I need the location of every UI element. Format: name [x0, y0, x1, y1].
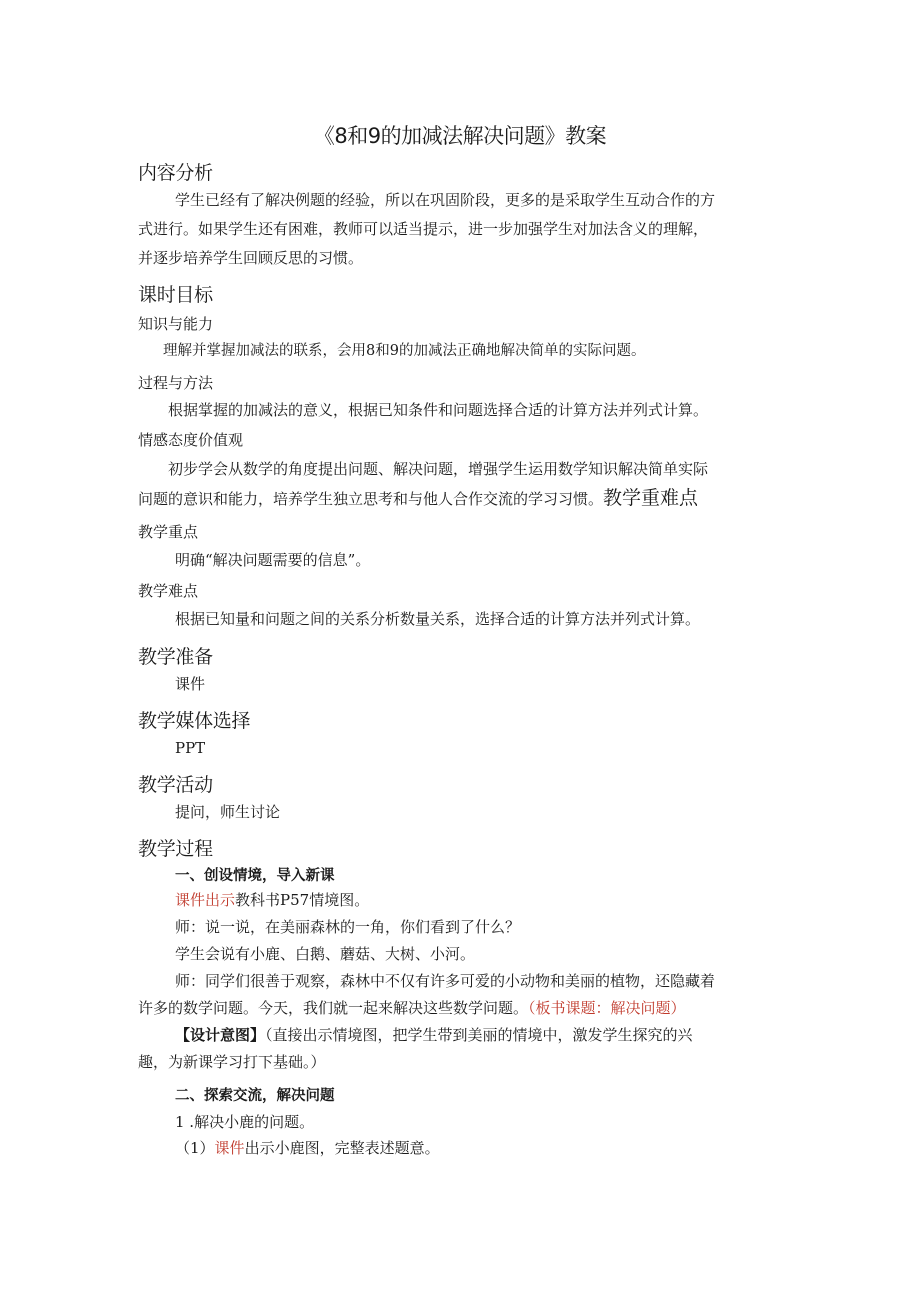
courseware-show-red: 课件出示 — [175, 891, 236, 909]
key-points-heading: 教学重难点 — [603, 487, 699, 509]
document-title: 《8和9的加减法解决问题》教案 — [313, 124, 607, 148]
process-method-text: 根据掌握的加减法的意义，根据已知条件和问题选择合适的计算方法并列式计算。 — [168, 401, 709, 419]
emotion-values-label: 情感态度价值观 — [138, 431, 244, 449]
content-analysis-line-2: 式进行。如果学生还有困难，教师可以适当提示，进一步加强学生对加法含义的理解， — [138, 220, 709, 238]
process-line-5 — [138, 994, 686, 1023]
process-line-3: 学生会说有小鹿、白鹅、蘑菇、大树、小河。 — [175, 945, 476, 963]
process-line-2: 师：说一说，在美丽森林的一角，你们看到了什么？ — [175, 918, 521, 936]
content-analysis-line-1: 学生已经有了解决例题的经验，所以在巩固阶段，更多的是采取学生互动合作的方 — [175, 191, 716, 209]
process-line-1 — [175, 886, 369, 915]
design-intent-line-1 — [175, 1021, 693, 1050]
process-line-4: 师：同学们很善于观察，森林中不仅有许多可爱的小动物和美丽的植物，还隐藏着 — [175, 972, 716, 990]
item-1: 1 .解决小鹿的问题。 — [175, 1113, 315, 1131]
media-text: PPT — [175, 739, 206, 757]
activity-text: 提问，师生讨论 — [175, 803, 281, 821]
content-analysis-heading: 内容分析 — [138, 162, 213, 184]
courseware-red: 课件 — [214, 1139, 245, 1157]
preparation-text: 课件 — [175, 675, 206, 693]
process-heading: 教学过程 — [138, 838, 213, 860]
item-1-1-prefix: （1） — [175, 1139, 215, 1157]
objectives-heading: 课时目标 — [138, 284, 213, 306]
preparation-heading: 教学准备 — [138, 646, 213, 668]
key-point-label: 教学重点 — [138, 523, 199, 541]
section-2-title: 二、探索交流，解决问题 — [175, 1088, 335, 1104]
item-1-1 — [175, 1134, 440, 1163]
design-intent-label: 【设计意图】 — [175, 1026, 266, 1044]
knowledge-ability-label: 知识与能力 — [138, 315, 214, 333]
emotion-values-line-2-text: 问题的意识和能力，培养学生独立思考和与他人合作交流的学习习惯。 — [138, 490, 604, 508]
process-line-5-text: 许多的数学问题。今天，我们就一起来解决这些数学问题。 — [138, 999, 529, 1017]
process-method-label: 过程与方法 — [138, 374, 214, 392]
emotion-values-line-2 — [138, 484, 698, 514]
content-analysis-line-3: 并逐步培养学生回顾反思的习惯。 — [138, 249, 364, 267]
key-point-text: 明确“解决问题需要的信息”。 — [175, 551, 371, 569]
design-intent-line-2: 趣，为新课学习打下基础。） — [138, 1053, 326, 1071]
board-title-red: （板书课题：解决问题） — [528, 999, 686, 1017]
process-line-1-rest: 教科书P57情境图。 — [235, 891, 370, 909]
item-1-1-rest: 出示小鹿图，完整表述题意。 — [244, 1139, 440, 1157]
knowledge-ability-text: 理解并掌握加减法的联系，会用8和9的加减法正确地解决简单的实际问题。 — [163, 343, 646, 359]
activity-heading: 教学活动 — [138, 774, 213, 796]
difficult-point-text: 根据已知量和问题之间的关系分析数量关系，选择合适的计算方法并列式计算。 — [175, 610, 701, 628]
design-intent-text: （直接出示情境图，把学生带到美丽的情境中，激发学生探究的兴 — [265, 1026, 693, 1044]
section-1-title: 一、创设情境，导入新课 — [175, 868, 335, 884]
emotion-values-line-1: 初步学会从数学的角度提出问题、解决问题，增强学生运用数学知识解决简单实际 — [168, 460, 709, 478]
difficult-point-label: 教学难点 — [138, 582, 199, 600]
media-heading: 教学媒体选择 — [138, 710, 251, 732]
